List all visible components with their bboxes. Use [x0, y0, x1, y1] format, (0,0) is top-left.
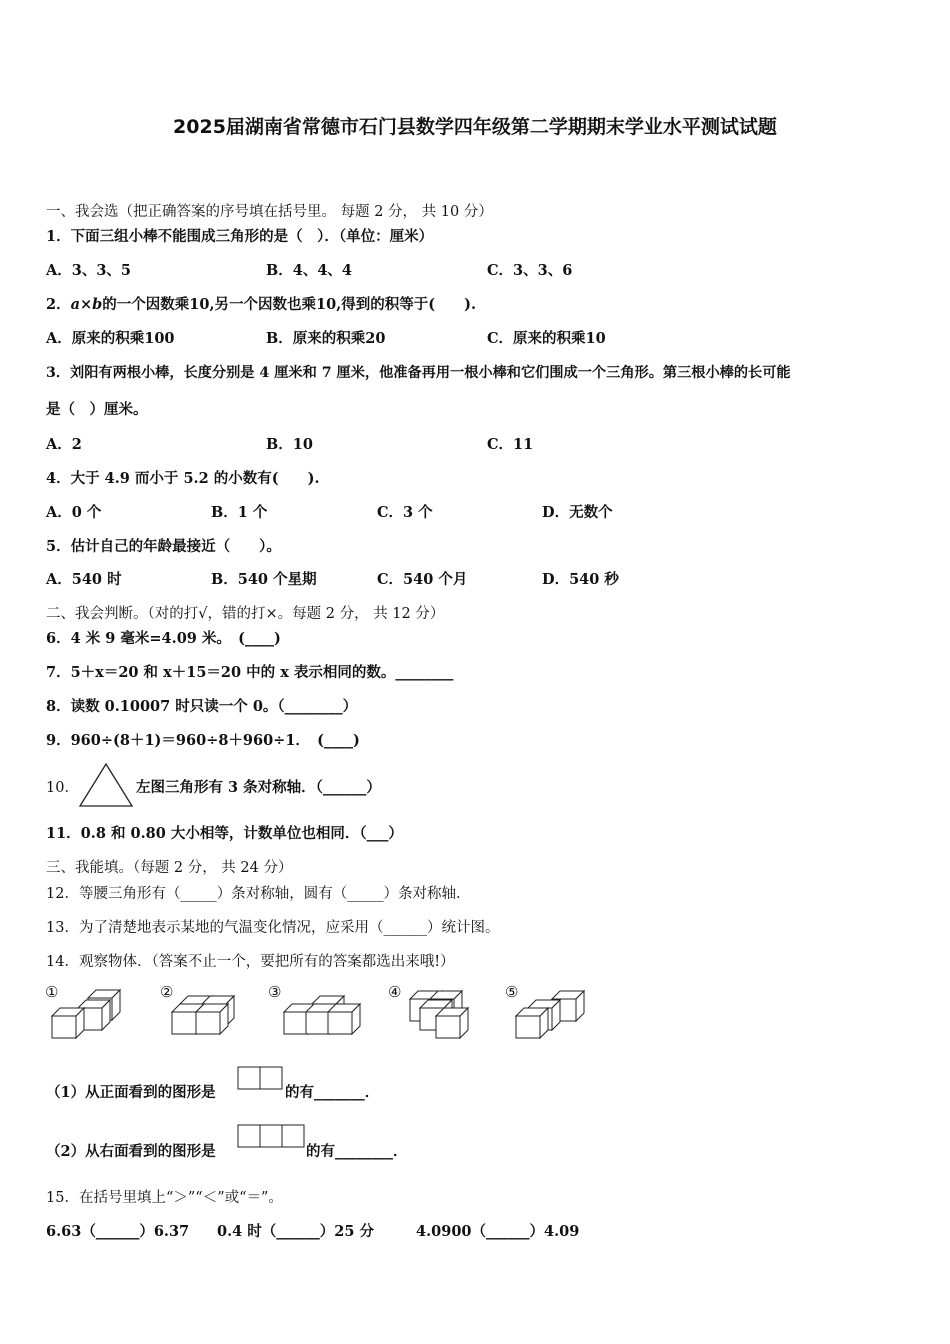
- q3-option-c: C．11: [487, 436, 534, 453]
- q4-option-b: B．1 个: [211, 504, 268, 521]
- cube-figure-1: [52, 990, 120, 1038]
- question-6: 6．4 米 9 毫米=4.09 米。 (____): [46, 630, 281, 647]
- figure-label-3: ③: [268, 983, 282, 1001]
- question-12: 12．等腰三角形有（_____）条对称轴，圆有（_____）条对称轴．: [46, 886, 471, 902]
- q1-option-b: B．4、4、4: [266, 262, 353, 279]
- q4-option-d: D．无数个: [542, 504, 613, 521]
- figure-label-4: ④: [388, 983, 402, 1001]
- question-14: 14．观察物体．（答案不止一个，要把所有的答案都选出来哦!）: [46, 954, 455, 970]
- question-11: 11．0.8 和 0.80 大小相等，计数单位也相同．（___）: [46, 825, 403, 842]
- q5-option-b: B．540 个星期: [211, 571, 317, 588]
- q4-option-a: A．0 个: [46, 504, 102, 521]
- q2-option-c: C．原来的积乘10: [487, 330, 606, 347]
- question-3-line-1: 3．刘阳有两根小棒，长度分别是 4 厘米和 7 厘米，他准备再用一根小棒和它们围成一个三角形。第三根小棒的长可能: [46, 365, 791, 381]
- question-10-number: 10．: [46, 780, 79, 796]
- q14-sub1-suffix: 的有_______．: [285, 1084, 380, 1101]
- q2-times: ×: [80, 296, 93, 313]
- question-8: 8．读数 0.10007 时只读一个 0。（________）: [46, 698, 358, 715]
- q5-option-a: A．540 时: [46, 571, 122, 588]
- q5-option-d: D．540 秒: [542, 571, 619, 588]
- q14-sub2-prefix: （2）从右面看到的图形是: [46, 1143, 216, 1160]
- question-5: 5．估计自己的年龄最接近（ ）。: [46, 538, 281, 555]
- right-view-grid-3: [238, 1125, 304, 1147]
- question-4: 4．大于 4.9 而小于 5.2 的小数有( ).: [46, 470, 320, 487]
- section-3-header: 三、我能填。（每题 2 分， 共 24 分）: [46, 860, 293, 876]
- front-view-grid-2: [238, 1067, 282, 1089]
- cube-figure-2: [172, 996, 234, 1034]
- cube-figure-3: [284, 996, 360, 1034]
- q14-sub2-suffix: 的有________．: [306, 1143, 408, 1160]
- question-10-text: 左图三角形有 3 条对称轴．（______）: [136, 779, 381, 796]
- question-7: 7．5＋x＝20 和 x＋15＝20 中的 x 表示相同的数。________: [46, 664, 454, 681]
- figure-label-1: ①: [45, 983, 59, 1001]
- q3-option-b: B．10: [266, 436, 313, 453]
- question-3-line-2: 是（ ）厘米。: [46, 401, 148, 418]
- cube-figure-5: [516, 991, 584, 1038]
- cube-figure-4: [410, 991, 468, 1038]
- q2-var-b: b: [92, 296, 103, 313]
- q14-sub1-prefix: （1）从正面看到的图形是: [46, 1084, 216, 1101]
- q3-option-a: A．2: [46, 436, 82, 453]
- question-9: 9．960÷(8＋1)＝960÷8＋960÷1． (____): [46, 732, 360, 749]
- question-15: 15．在括号里填上“＞”“＜”或“＝”。: [46, 1190, 283, 1206]
- q1-option-c: C．3、3、6: [487, 262, 573, 279]
- section-1-header: 一、我会选（把正确答案的序号填在括号里。 每题 2 分， 共 10 分）: [46, 204, 493, 220]
- q4-option-c: C．3 个: [377, 504, 433, 521]
- q2-prefix: 2．: [46, 296, 71, 313]
- section-2-header: 二、我会判断。（对的打√，错的打×。每题 2 分， 共 12 分）: [46, 606, 445, 622]
- q15-item-2: 0.4 时（______）25 分: [217, 1223, 375, 1240]
- question-13: 13．为了清楚地表示某地的气温变化情况，应采用（______）统计图。: [46, 920, 500, 936]
- question-1: 1．下面三组小棒不能围成三角形的是（ ）．（单位：厘米）: [46, 228, 434, 245]
- q2-option-b: B．原来的积乘20: [266, 330, 386, 347]
- figure-label-5: ⑤: [505, 983, 519, 1001]
- page-title: 2025届湖南省常德市石门县数学四年级第二学期期末学业水平测试试题: [173, 116, 777, 138]
- q15-item-1: 6.63（______）6.37: [46, 1223, 190, 1240]
- q5-option-c: C．540 个月: [377, 571, 468, 588]
- q2-option-a: A．原来的积乘100: [46, 330, 175, 347]
- figure-label-2: ②: [160, 983, 174, 1001]
- q1-option-a: A．3、3、5: [46, 262, 132, 279]
- q2-text: 的一个因数乘10,另一个因数也乘10,得到的积等于( ).: [102, 296, 477, 313]
- q2-var-a: a: [70, 296, 80, 313]
- q15-item-3: 4.0900（______）4.09: [416, 1223, 580, 1240]
